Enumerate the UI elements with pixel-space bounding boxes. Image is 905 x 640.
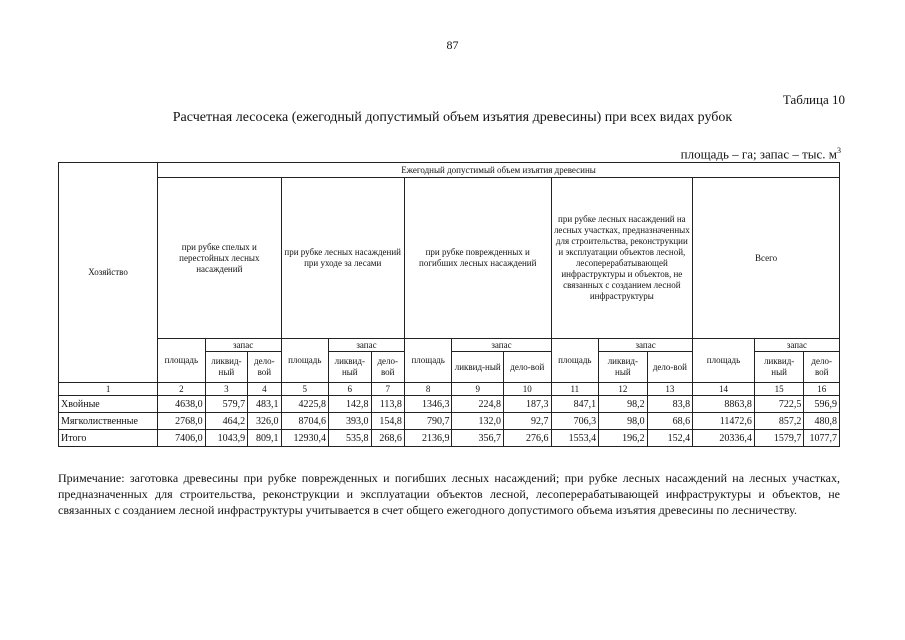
value-cell: 4225,8 <box>281 396 329 413</box>
header-liquid: ликвид-ный <box>205 352 247 383</box>
value-cell: 92,7 <box>504 413 552 430</box>
table-row <box>59 430 840 447</box>
header-liquid: ликвид-ный <box>329 352 371 383</box>
value-cell: 1346,3 <box>404 396 452 413</box>
value-cell: 142,8 <box>329 396 371 413</box>
row-name-cell: Мягколиственные <box>59 413 158 430</box>
units-superscript: 3 <box>837 146 841 155</box>
header-stock: запас <box>754 339 839 352</box>
header-business: дело-вой <box>804 352 840 383</box>
value-cell: 152,4 <box>647 430 693 447</box>
value-cell: 1043,9 <box>205 430 247 447</box>
value-cell: 809,1 <box>248 430 281 447</box>
harvest-table <box>58 162 840 447</box>
row-name-cell: Хвойные <box>59 396 158 413</box>
value-cell: 20336,4 <box>693 430 755 447</box>
value-cell: 596,9 <box>804 396 840 413</box>
header-area: площадь <box>693 339 755 383</box>
column-number-row-group <box>59 383 840 396</box>
header-business: дело-вой <box>504 352 552 383</box>
value-cell: 464,2 <box>205 413 247 430</box>
value-cell: 1553,4 <box>551 430 599 447</box>
row-name-cell: Итого <box>59 430 158 447</box>
value-cell: 11472,6 <box>693 413 755 430</box>
column-number-cell: 10 <box>504 383 552 396</box>
value-cell: 790,7 <box>404 413 452 430</box>
table-row <box>59 413 840 430</box>
column-number-cell: 9 <box>452 383 504 396</box>
header-liquid: ликвид-ный <box>452 352 504 383</box>
column-number-cell: 8 <box>404 383 452 396</box>
units-label <box>681 146 841 162</box>
value-cell: 224,8 <box>452 396 504 413</box>
header-stock: запас <box>452 339 551 352</box>
value-cell: 132,0 <box>452 413 504 430</box>
value-cell: 847,1 <box>551 396 599 413</box>
units-text: площадь – га; запас – тыс. м <box>680 146 837 162</box>
document-title: Расчетная лесосека (ежегодный допустимый объем изъятия древесины) при всех видах рубок <box>172 110 733 125</box>
value-cell: 326,0 <box>248 413 281 430</box>
header-liquid: ликвид-ный <box>599 352 648 383</box>
header-category: при рубке спелых и перестойных лесных насаждений <box>158 178 281 339</box>
header-liquid: ликвид-ный <box>754 352 804 383</box>
header-area: площадь <box>551 339 599 383</box>
value-cell: 68,6 <box>647 413 693 430</box>
footnote: Примечание: заготовка древесины при рубке поврежденных и погибших лесных насаждений; при рубке лесных насаждений на лесных участках, предназначенных для строительства, реконструкции и эксплуатации объектов лесной, лесоперерабатывающей инфраструктуры и объектов, не связанных с созданием лесной инфраструктуры учитывается в счет общего ежегодного допустимого объема изъятия древесины по лесничеству. <box>58 471 840 517</box>
header-business: дело-вой <box>647 352 693 383</box>
value-cell: 480,8 <box>804 413 840 430</box>
header-group: Ежегодный допустимый объем изъятия древесины <box>158 163 840 178</box>
header-category: при рубке лесных насаждений при уходе за лесами <box>281 178 404 339</box>
header-stock: запас <box>205 339 281 352</box>
header-category: при рубке лесных насаждений на лесных участках, предназначенных для строительства, реконструкции и эксплуатации объектов лесной, лесоперерабатывающей инфраструктуры и объектов, не связанных с созданием лесной инфраструктуры <box>551 178 693 339</box>
column-number-cell: 3 <box>205 383 247 396</box>
value-cell: 113,8 <box>371 396 404 413</box>
header-area: площадь <box>158 339 206 383</box>
column-number-cell: 2 <box>158 383 206 396</box>
value-cell: 8704,6 <box>281 413 329 430</box>
column-number-cell: 15 <box>754 383 804 396</box>
value-cell: 483,1 <box>248 396 281 413</box>
column-number-cell: 4 <box>248 383 281 396</box>
value-cell: 706,3 <box>551 413 599 430</box>
table-label: Таблица 10 <box>782 92 845 107</box>
value-cell: 722,5 <box>754 396 804 413</box>
value-cell: 2136,9 <box>404 430 452 447</box>
value-cell: 276,6 <box>504 430 552 447</box>
value-cell: 579,7 <box>205 396 247 413</box>
column-number-cell: 13 <box>647 383 693 396</box>
column-number-cell: 12 <box>599 383 648 396</box>
value-cell: 1579,7 <box>754 430 804 447</box>
column-number-cell: 1 <box>59 383 158 396</box>
value-cell: 98,2 <box>599 396 648 413</box>
column-number-row <box>59 383 840 396</box>
header-category: при рубке поврежденных и погибших лесных насаждений <box>404 178 551 339</box>
column-number-cell: 5 <box>281 383 329 396</box>
value-cell: 7406,0 <box>158 430 206 447</box>
value-cell: 268,6 <box>371 430 404 447</box>
header-area: площадь <box>281 339 329 383</box>
value-cell: 98,0 <box>599 413 648 430</box>
value-cell: 8863,8 <box>693 396 755 413</box>
page-number: 87 <box>446 38 459 52</box>
column-number-cell: 14 <box>693 383 755 396</box>
header-stock: запас <box>599 339 693 352</box>
value-cell: 187,3 <box>504 396 552 413</box>
value-cell: 393,0 <box>329 413 371 430</box>
header-category: Всего <box>693 178 840 339</box>
table-row <box>59 396 840 413</box>
value-cell: 83,8 <box>647 396 693 413</box>
header-area: площадь <box>404 339 452 383</box>
value-cell: 4638,0 <box>158 396 206 413</box>
value-cell: 857,2 <box>754 413 804 430</box>
header-farm: Хозяйство <box>59 163 158 383</box>
column-number-cell: 11 <box>551 383 599 396</box>
value-cell: 12930,4 <box>281 430 329 447</box>
value-cell: 1077,7 <box>804 430 840 447</box>
value-cell: 535,8 <box>329 430 371 447</box>
header-business: дело-вой <box>371 352 404 383</box>
value-cell: 2768,0 <box>158 413 206 430</box>
value-cell: 154,8 <box>371 413 404 430</box>
column-number-cell: 16 <box>804 383 840 396</box>
data-row-group <box>59 396 840 447</box>
header-stock: запас <box>329 339 405 352</box>
value-cell: 196,2 <box>599 430 648 447</box>
value-cell: 356,7 <box>452 430 504 447</box>
column-number-cell: 7 <box>371 383 404 396</box>
header-business: дело-вой <box>248 352 281 383</box>
column-number-cell: 6 <box>329 383 371 396</box>
